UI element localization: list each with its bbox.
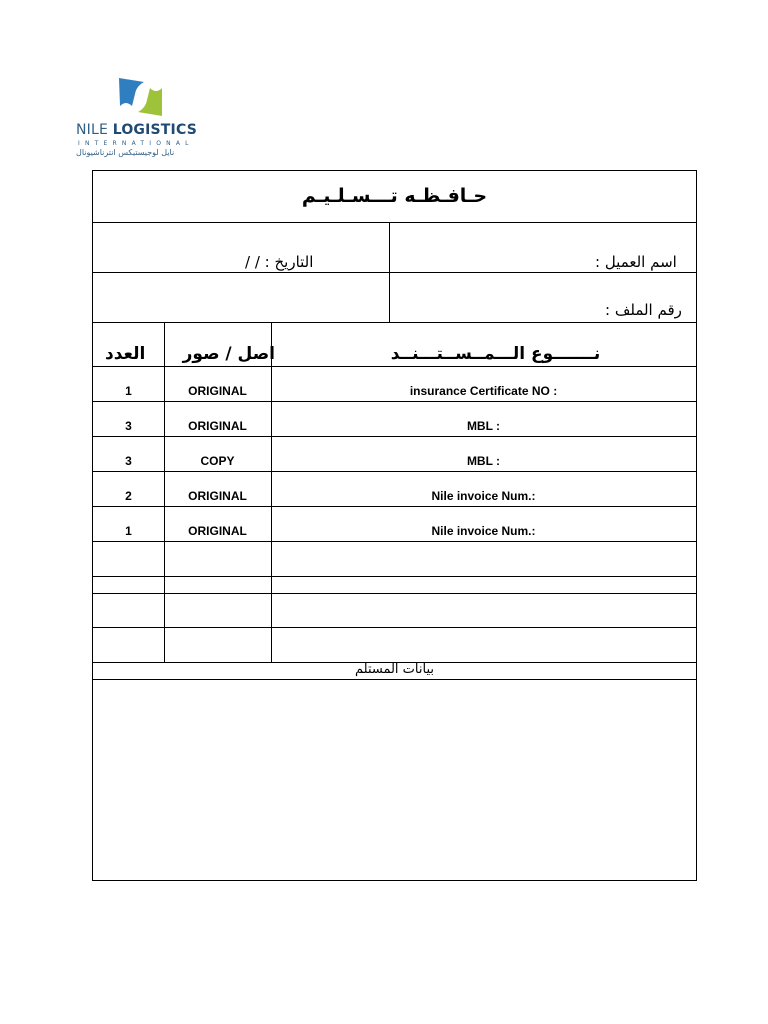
grid-line: [93, 627, 696, 628]
grid-line: [93, 401, 696, 402]
row-count: 1: [125, 384, 132, 398]
grid-line: [93, 366, 696, 367]
row-count: 3: [125, 419, 132, 433]
logo-arabic-name: نايل لوجيستيكس انترناشيونال: [76, 148, 175, 157]
date-label: التاريخ : / /: [245, 253, 314, 271]
customer-name-label: اسم العميل :: [595, 253, 677, 271]
row-kind: ORIGINAL: [188, 524, 247, 538]
grid-line: [93, 593, 696, 594]
row-document: Nile invoice Num.:: [431, 524, 536, 538]
row-document: MBL :: [466, 454, 501, 468]
grid-line: [93, 541, 696, 542]
grid-line: [93, 322, 696, 323]
grid-line: [389, 222, 390, 322]
row-kind: ORIGINAL: [188, 384, 247, 398]
logo-mark-icon: [118, 76, 164, 118]
row-count: 3: [125, 454, 132, 468]
header-document-type: نـــــــوع الـــمــســتـــنــد: [390, 344, 601, 364]
delivery-form: [92, 170, 697, 881]
row-kind: ORIGINAL: [188, 489, 247, 503]
grid-line: [93, 471, 696, 472]
logo-name-bold: LOGISTICS: [112, 122, 197, 138]
header-original-copy: اصل / صور: [182, 344, 275, 364]
grid-line: [93, 506, 696, 507]
grid-line: [93, 436, 696, 437]
row-kind: COPY: [200, 454, 235, 468]
logo-name-light: NILE: [76, 122, 113, 138]
grid-line: [93, 222, 696, 223]
row-document: insurance Certificate NO :: [409, 384, 558, 398]
header-count: العدد: [105, 344, 146, 364]
row-count: 2: [125, 489, 132, 503]
row-kind: ORIGINAL: [188, 419, 247, 433]
grid-line: [93, 576, 696, 577]
file-number-label: رقم الملف :: [605, 301, 682, 319]
logo-subtitle: INTERNATIONAL: [78, 140, 194, 147]
row-count: 1: [125, 524, 132, 538]
company-logo: [72, 74, 212, 160]
form-title: حـافـظـه تـــسـلـيـم: [301, 185, 488, 207]
row-document: MBL :: [466, 419, 501, 433]
row-document: Nile invoice Num.:: [431, 489, 536, 503]
logo-name: [76, 122, 197, 138]
receiver-details-label: بيانات المستلم: [354, 662, 434, 677]
receiver-details-area: [93, 680, 696, 880]
grid-line: [93, 272, 696, 273]
